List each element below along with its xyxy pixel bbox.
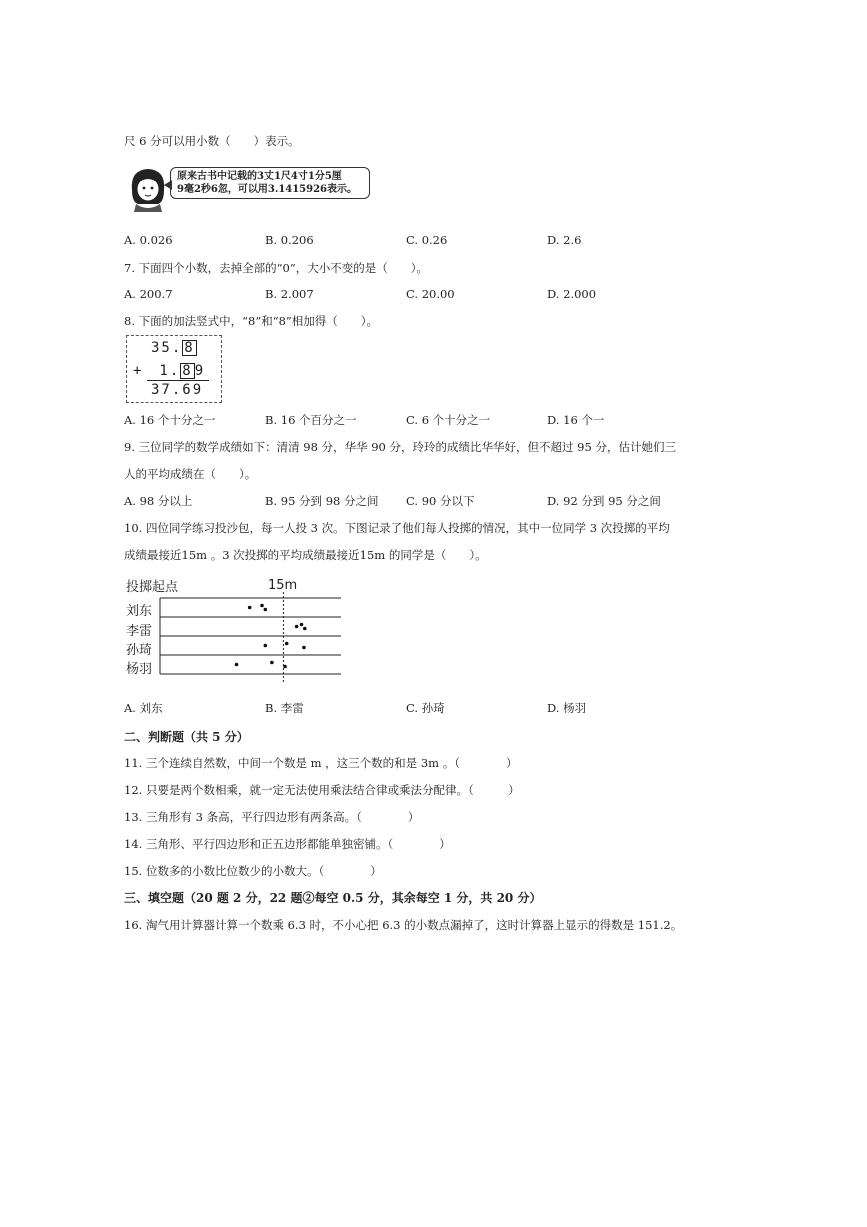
throw-point [264,644,268,648]
throw-point [303,627,307,631]
q6-option-c[interactable]: C. 0.26 [406,233,448,247]
row-label-3: 杨羽 [126,662,153,677]
q7-stem: 7. 下面四个小数，去掉全部的“0”，大小不变的是（ ）。 [124,261,428,275]
q8-option-d[interactable]: D. 16 个一 [547,413,605,427]
section-2-title: 二、判断题（共 5 分） [124,730,249,744]
q10-option-a[interactable]: A. 刘东 [124,701,163,715]
q10-option-c[interactable]: C. 孙琦 [406,701,445,715]
q8-option-a[interactable]: A. 16 个十分之一 [124,413,216,427]
q6-option-b[interactable]: B. 0.206 [265,233,314,247]
q9-stem-line-2: 人的平均成绩在（ ）。 [124,467,257,481]
row-label-1: 李雷 [126,624,153,639]
throw-point [300,623,304,627]
addend-1: 35. 8 [151,340,195,356]
throw-point [283,665,287,669]
section-3-title: 三、填空题（20 题 2 分，22 题②每空 0.5 分，其余每空 1 分，共 20 分） [124,891,542,905]
chart-title: 投掷起点 [126,580,179,595]
throw-point [285,642,289,646]
throw-point [302,646,306,650]
q8-option-b[interactable]: B. 16 个百分之一 [265,413,357,427]
fill-blank-item-16: 16. 淘气用计算器计算一个数乘 6.3 时，不小心把 6.3 的小数点漏掉了，这时计算器上显示的得数是 151.2。 [124,918,683,932]
q9-option-a[interactable]: A. 98 分以上 [124,494,193,508]
q7-option-d[interactable]: D. 2.000 [547,287,597,301]
throw-point [248,606,252,610]
bubble-line-1: 原来古书中记载的3丈1尺4寸1分5厘 [177,171,342,182]
q10-option-d[interactable]: D. 杨羽 [547,701,587,715]
judgment-item-15: 15. 位数多的小数比位数少的小数大。（ ） [124,864,382,878]
q8-option-c[interactable]: C. 6 个十分之一 [406,413,491,427]
row-label-2: 孙琦 [126,643,153,658]
q7-option-b[interactable]: B. 2.007 [265,287,314,301]
q6-stem: 尺 6 分可以用小数（ ）表示。 [124,134,300,148]
throw-point [270,661,274,665]
q9-stem-line-1: 9. 三位同学的数学成绩如下：清清 98 分，华华 90 分，玲玲的成绩比华华好，但不超过 95 分，估计她们三 [124,440,676,454]
reference-line-label: 15m [268,578,298,593]
sum-result: 37.69 [151,382,204,398]
addend-2: + 1. 8 9 [133,363,206,379]
q6-option-d[interactable]: D. 2.6 [547,233,582,247]
q6-option-a[interactable]: A. 0.026 [124,233,173,247]
bubble-line-2: 9毫2秒6忽，可以用3.1415926表示。 [177,184,358,195]
judgment-item-12: 12. 只要是两个数相乘，就一定无法使用乘法结合律或乘法分配律。（ ） [124,783,520,797]
row-label-0: 刘东 [126,604,153,619]
q9-option-c[interactable]: C. 90 分以下 [406,494,475,508]
q9-option-b[interactable]: B. 95 分到 98 分之间 [265,494,379,508]
judgment-item-13: 13. 三角形有 3 条高，平行四边形有两条高。（ ） [124,810,420,824]
q10-option-b[interactable]: B. 李雷 [265,701,304,715]
q10-stem-line-1: 10. 四位同学练习投沙包，每一人投 3 次。下图记录了他们每人投掷的情况，其中一位同学 3 次投掷的平均 [124,521,670,535]
judgment-item-11: 11. 三个连续自然数，中间一个数是 m ，这三个数的和是 3m 。（ ） [124,756,518,770]
q7-option-a[interactable]: A. 200.7 [124,287,173,301]
q7-option-c[interactable]: C. 20.00 [406,287,455,301]
q8-stem: 8. 下面的加法竖式中，“8”和“8”相加得（ ）。 [124,314,379,328]
q10-stem-line-2: 成绩最接近15m 。3 次投掷的平均成绩最接近15m 的同学是（ ）。 [124,548,487,562]
throw-point [260,604,264,608]
judgment-item-14: 14. 三角形、平行四边形和正五边形都能单独密铺。（ ） [124,837,451,851]
throw-point [235,663,239,667]
throw-point [264,608,268,612]
q9-option-d[interactable]: D. 92 分到 95 分之间 [547,494,661,508]
throw-point [295,625,299,629]
